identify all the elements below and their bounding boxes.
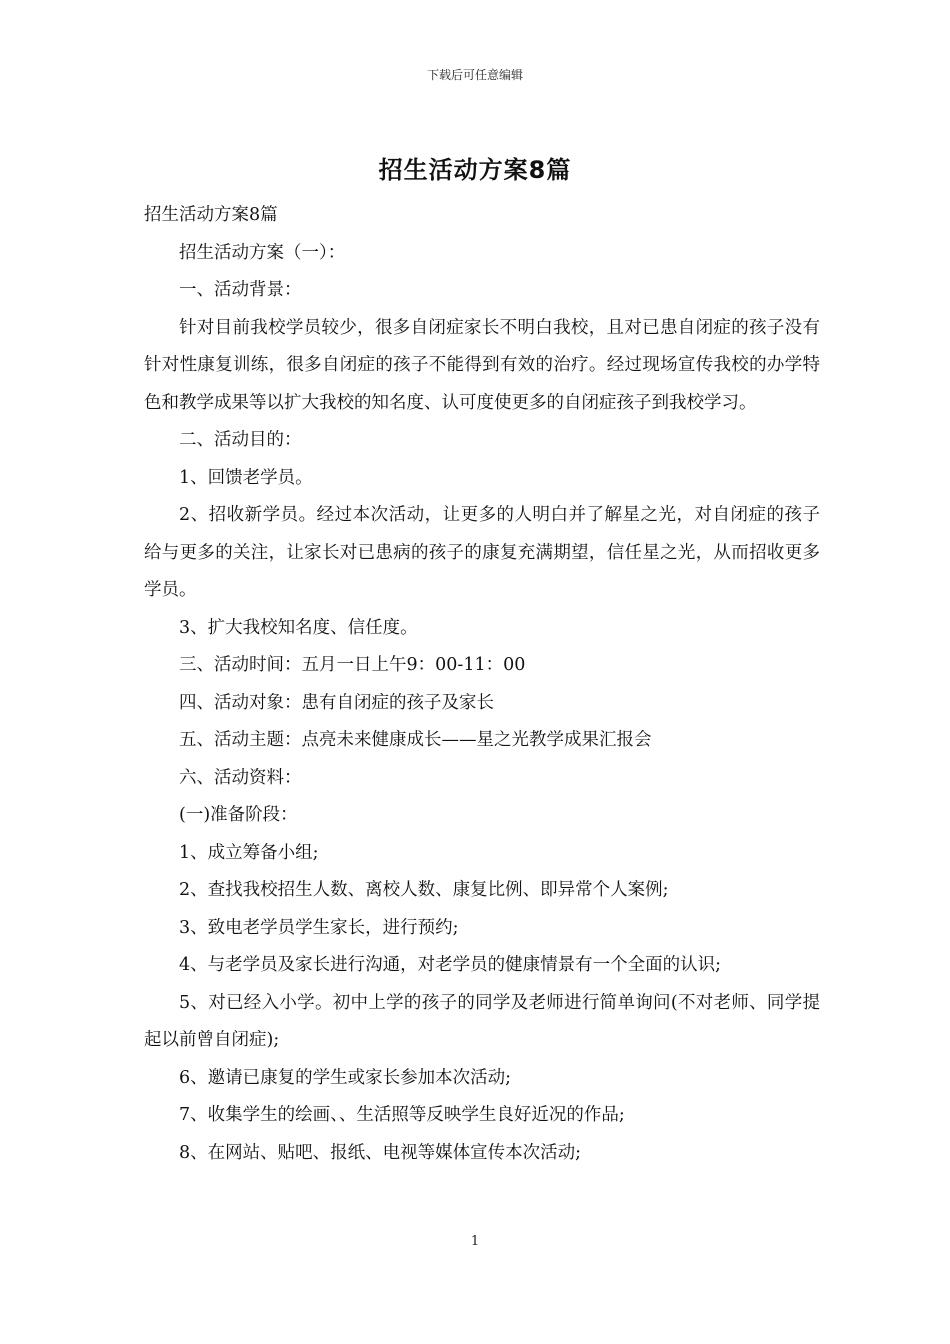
document-title: 招生活动方案8篇 [378,156,572,184]
paragraph-subtitle: 招生活动方案8篇 [144,205,278,225]
paragraph-plan-one-heading: 招生活动方案（一）： [179,242,346,263]
page-number: 1 [470,1234,480,1249]
paragraph-preparation-heading: (一)准备阶段： [179,805,298,825]
header-note: 下载后可任意编辑 [426,68,523,82]
paragraph-prep-item-2: 2、查找我校招生人数、离校人数、康复比例、即异常个人案例; [179,880,669,900]
paragraph-prep-item-6: 6、邀请已康复的学生或家长参加本次活动; [179,1067,512,1088]
paragraph-purpose-2: 2、招收新学员。经过本次活动，让更多的人明白并了解星之光，对自闭症的孩子给与更多的关注，让家长对已患病的孩子的康复充满期望，信任星之光，从而招收更多学员。 [144,505,820,600]
paragraph-purpose-3: 3、扩大我校知名度、信任度。 [179,617,418,638]
paragraph-prep-item-8: 8、在网站、贴吧、报纸、电视等媒体宣传本次活动; [179,1142,582,1163]
document-body [144,197,820,1172]
paragraph-background-text: 针对目前我校学员较少，很多自闭症家长不明白我校，且对已患自闭症的孩子没有针对性康复训练，很多自闭症的孩子不能得到有效的治疗。经过现场宣传我校的办学特色和教学成果等以扩大我校的知名度、认可度使更多的自闭症孩子到我校学习。 [144,317,820,413]
paragraph-section-time: 三、活动时间：五月一日上午9：00-11：00 [179,655,526,675]
paragraph-prep-item-7: 7、收集学生的绘画、、生活照等反映学生良好近况的作品; [179,1105,625,1125]
paragraph-prep-item-3: 3、致电老学员学生家长，进行预约; [179,917,459,938]
paragraph-prep-item-4: 4、与老学员及家长进行沟通，对老学员的健康情景有一个全面的认识; [179,955,722,975]
paragraph-purpose-1: 1、回馈老学员。 [179,467,313,488]
paragraph-section-materials: 六、活动资料： [179,767,302,788]
paragraph-prep-item-1: 1、成立筹备小组; [179,842,319,863]
paragraph-prep-item-5: 5、对已经入小学。初中上学的孩子的同学及老师进行简单询问(不对老师、同学提起以前曾自闭症); [144,992,820,1050]
paragraph-section-theme: 五、活动主题：点亮未来健康成长——星之光教学成果汇报会 [179,730,652,750]
paragraph-section-background: 一、活动背景： [179,280,302,300]
paragraph-section-purpose: 二、活动目的： [179,430,302,450]
paragraph-section-audience: 四、活动对象：患有自闭症的孩子及家长 [179,692,494,713]
